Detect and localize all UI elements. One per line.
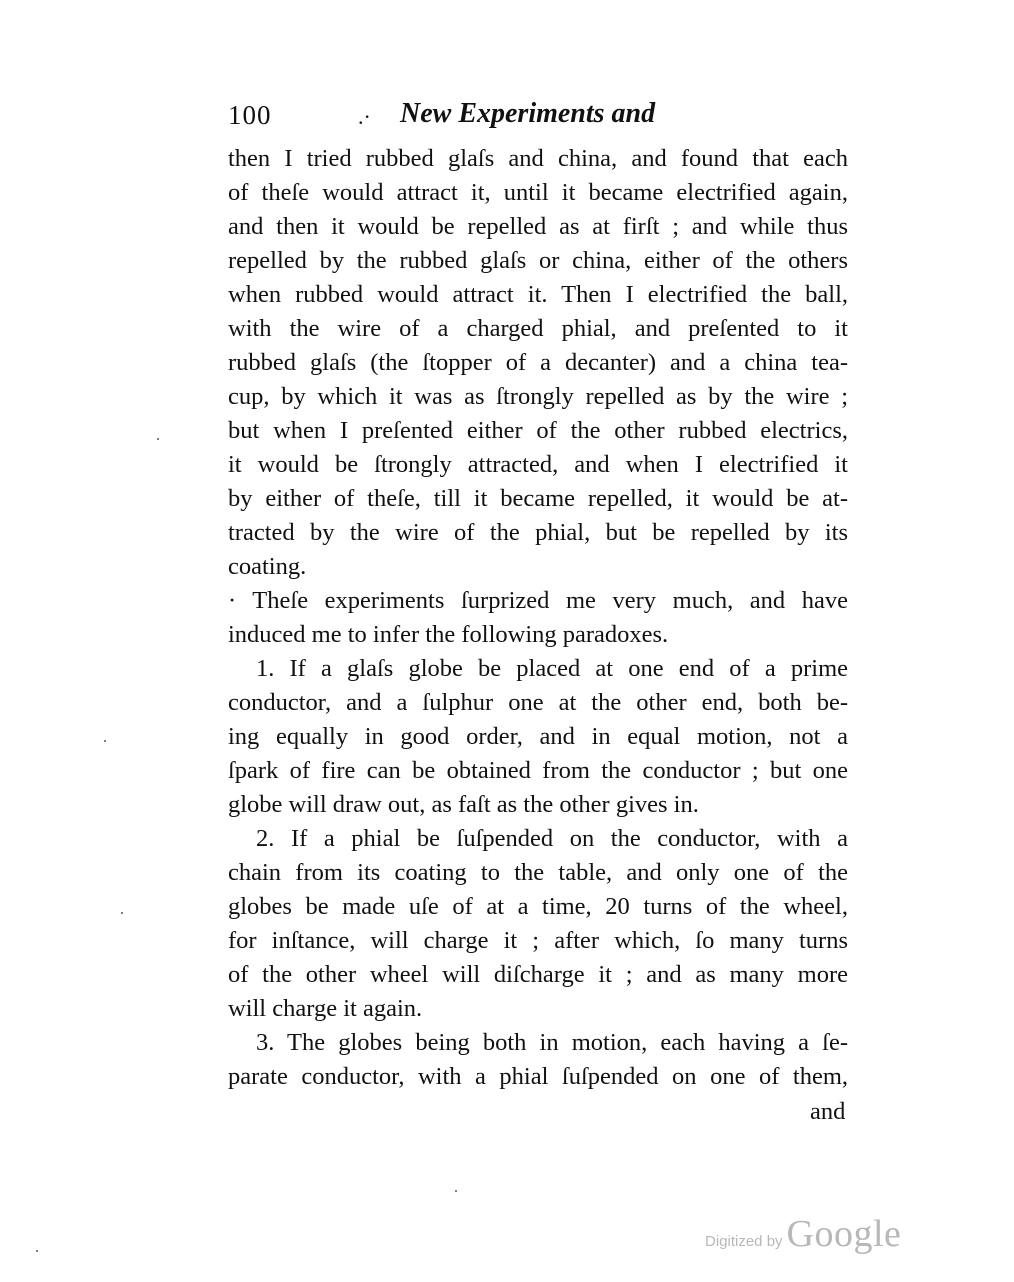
- body-text: [228, 142, 848, 1094]
- scan-speck: [455, 1190, 457, 1192]
- page-number: 100: [228, 100, 272, 130]
- scan-speck: [121, 912, 123, 914]
- text-line: cup, by which it was as ſtrongly repelled as by the wire ;: [228, 383, 848, 410]
- watermark-prefix: Digitized by: [705, 1233, 783, 1250]
- text-line: globe will draw out, as faſt as the other gives in.: [228, 791, 699, 818]
- text-line: tracted by the wire of the phial, but be repelled by its: [228, 519, 848, 546]
- text-line: it would be ſtrongly attracted, and when I electrified it: [228, 451, 848, 478]
- text-line: of the other wheel will diſcharge it ; and as many more: [228, 961, 848, 988]
- text-line: chain from its coating to the table, and only one of the: [228, 859, 848, 886]
- text-line: globes be made uſe of at a time, 20 turns of the wheel,: [228, 893, 848, 920]
- text-line: 3. The globes being both in motion, each having a ſe-: [256, 1029, 848, 1056]
- running-title: New Experiments and: [400, 98, 656, 129]
- text-line: · Theſe experiments ſurprized me very much, and have: [228, 587, 848, 614]
- text-line: by either of theſe, till it became repelled, it would be at-: [228, 485, 848, 512]
- scan-speck: [157, 438, 159, 440]
- text-line: but when I preſented either of the other rubbed electrics,: [228, 417, 848, 444]
- digitized-by-google-watermark: [705, 1212, 901, 1260]
- google-logo: Google: [786, 1213, 902, 1255]
- scan-speck: [104, 740, 106, 742]
- text-line: rubbed glaſs (the ſtopper of a decanter) and a china tea-: [228, 349, 848, 376]
- text-line: repelled by the rubbed glaſs or china, either of the others: [228, 247, 848, 274]
- text-line: for inſtance, will charge it ; after which, ſo many turns: [228, 927, 848, 954]
- text-line: parate conductor, with a phial ſuſpended on one of them,: [228, 1063, 848, 1090]
- text-line: and then it would be repelled as at firſt ; and while thus: [228, 213, 848, 240]
- text-line: will charge it again.: [228, 995, 423, 1022]
- text-line: of theſe would attract it, until it became electrified again,: [228, 179, 848, 206]
- text-line: conductor, and a ſulphur one at the other end, both be-: [228, 689, 848, 716]
- running-head: [228, 98, 848, 138]
- text-line: then I tried rubbed glaſs and china, and found that each: [228, 145, 848, 172]
- text-line: when rubbed would attract it. Then I electrified the ball,: [228, 281, 848, 308]
- scan-speck: [36, 1250, 38, 1252]
- text-line: ſpark of fire can be obtained from the conductor ; but one: [228, 757, 848, 784]
- text-line: 2. If a phial be ſuſpended on the conductor, with a: [256, 825, 848, 852]
- head-ornament: .·: [358, 104, 371, 129]
- text-line: ing equally in good order, and in equal motion, not a: [228, 723, 848, 750]
- text-line: with the wire of a charged phial, and preſented to it: [228, 315, 848, 342]
- text-line: 1. If a glaſs globe be placed at one end of a prime: [256, 655, 848, 682]
- text-line: coating.: [228, 553, 307, 580]
- catchword: and: [810, 1098, 846, 1125]
- text-line: induced me to infer the following paradoxes.: [228, 621, 669, 648]
